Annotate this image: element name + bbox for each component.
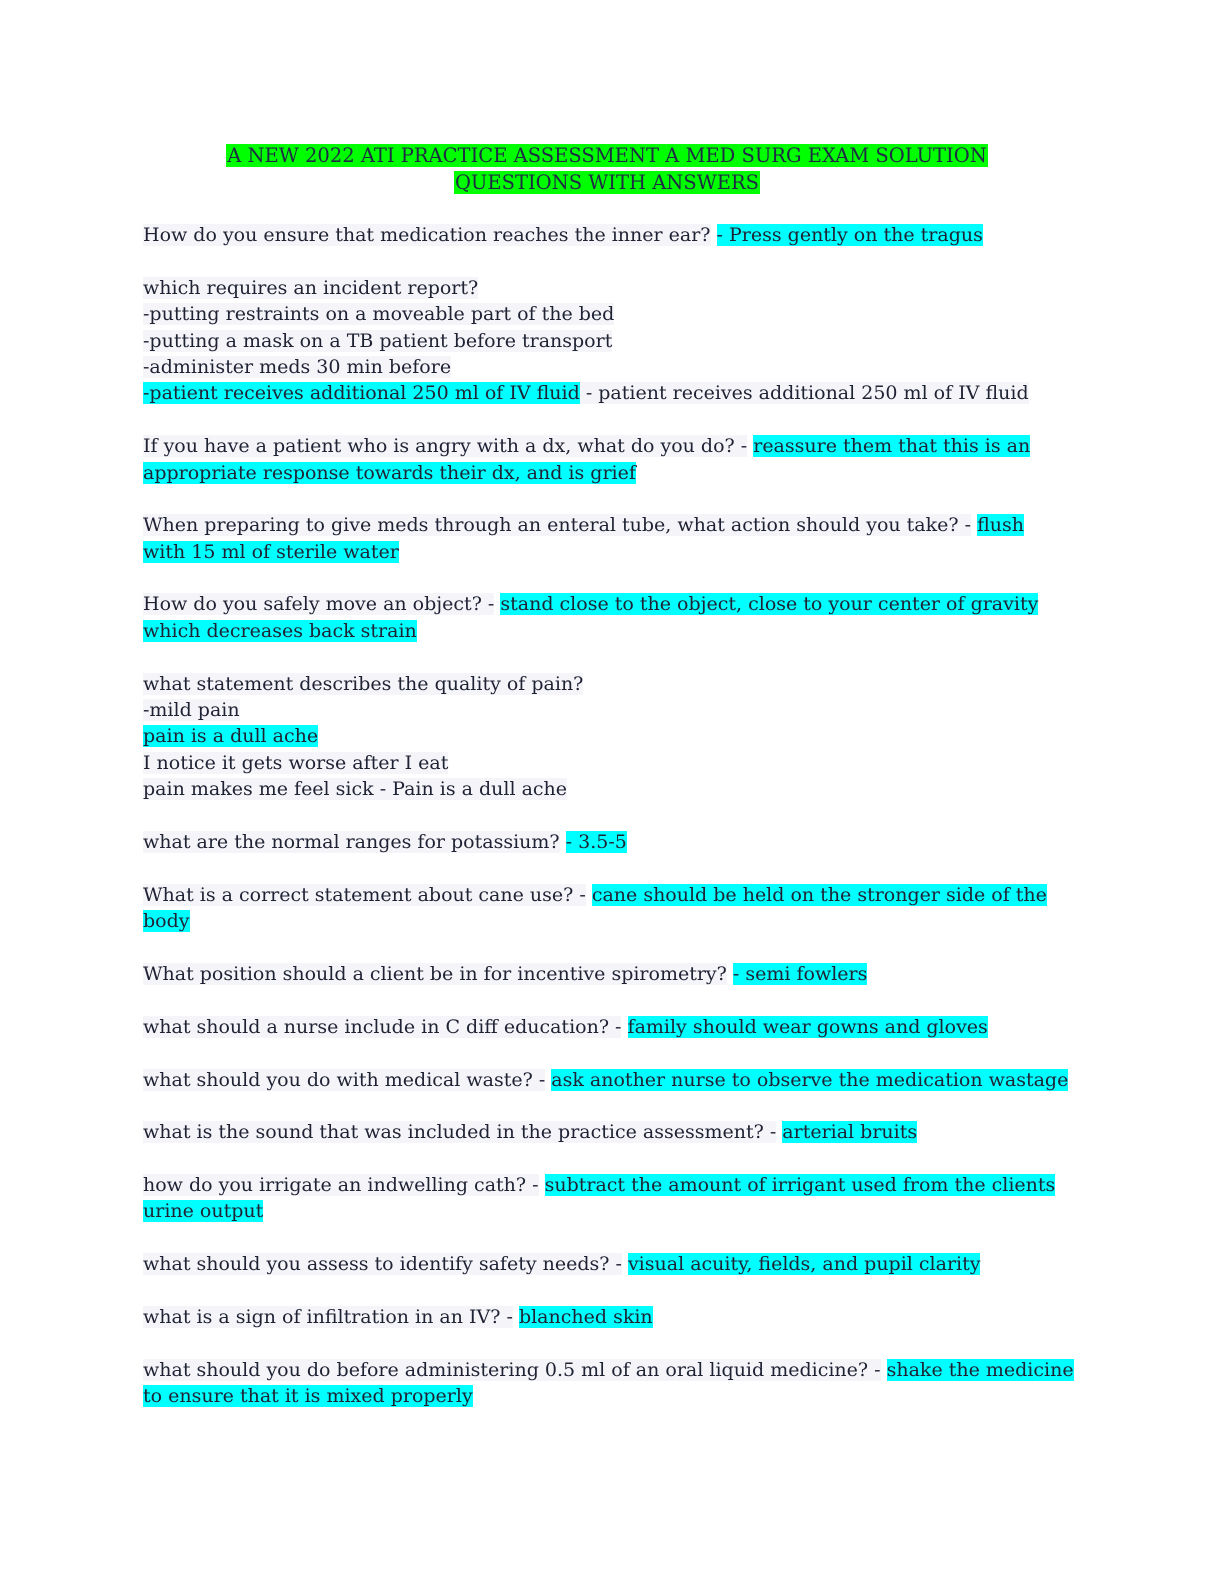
qa-item — [143, 222, 1083, 248]
answer-text: reassure them that this is an — [753, 435, 1031, 458]
question-text: what is a sign of infiltration in an IV? - — [143, 1306, 513, 1329]
option-text: -administer meds 30 min before — [143, 355, 452, 378]
question-text: what should you do with medical waste? - — [143, 1068, 546, 1091]
qa-item — [143, 591, 1083, 617]
qa-item — [143, 1172, 1083, 1198]
question-text: How do you safely move an object? - — [143, 593, 495, 616]
qa-item — [143, 671, 1083, 697]
qa-item — [143, 829, 1083, 855]
answer-text-continued: with 15 ml of sterile water — [143, 540, 399, 563]
question-text: what should you do before administering 0.5 ml of an oral liquid medicine? - — [143, 1358, 881, 1381]
qa-item — [143, 961, 1083, 987]
qa-item — [143, 1067, 1083, 1093]
answer-text: - semi fowlers — [732, 962, 868, 985]
question-text: How do you ensure that medication reaches the inner ear? — [143, 224, 711, 246]
qa-item — [143, 1357, 1083, 1383]
title-line-1: A NEW 2022 ATI PRACTICE ASSESSMENT A MED SURG EXAM SOLUTION — [227, 144, 987, 167]
option-text: -putting a mask on a TB patient before transport — [143, 329, 613, 352]
question-text: what should you assess to identify safety needs? - — [143, 1253, 622, 1276]
question-text: what should a nurse include in C diff education? - — [143, 1015, 622, 1038]
option-text: -putting restraints on a moveable part of the bed — [143, 303, 615, 326]
document-title — [142, 142, 1072, 196]
answer-text: stand close to the object, close to your center of gravity — [500, 593, 1039, 616]
question-text: what statement describes the quality of pain? — [143, 672, 584, 695]
answer-text: cane should be held on the stronger side of the — [591, 883, 1047, 906]
answer-text-continued: appropriate response towards their dx, and is grief — [143, 461, 636, 484]
answer-text-continued: which decreases back strain — [143, 619, 417, 642]
question-text: what is the sound that was included in the practice assessment? - — [143, 1121, 777, 1144]
question-text: If you have a patient who is angry with a dx, what do you do? - — [143, 435, 748, 458]
answer-text-continued: to ensure that it is mixed properly — [143, 1385, 473, 1408]
question-text: What position should a client be in for incentive spirometry? — [143, 962, 727, 985]
answer-option-text: pain is a dull ache — [143, 725, 319, 748]
question-text: When preparing to give meds through an enteral tube, what action should you take? - — [143, 514, 972, 537]
answer-text: subtract the amount of irrigant used from the clients — [544, 1174, 1056, 1197]
answer-text-continued: urine output — [143, 1200, 264, 1223]
option-text: -mild pain — [143, 699, 240, 722]
answer-option-text: -patient receives additional 250 ml of IV fluid — [143, 382, 580, 405]
question-text: how do you irrigate an indwelling cath? - — [143, 1174, 539, 1197]
title-line-2: QUESTIONS WITH ANSWERS — [454, 171, 760, 194]
answer-text: family should wear gowns and gloves — [627, 1015, 988, 1038]
qa-item — [143, 433, 1083, 459]
qa-item — [143, 1119, 1083, 1145]
qa-item — [143, 512, 1083, 538]
qa-item — [143, 1304, 1083, 1330]
qa-item — [143, 275, 1083, 301]
answer-text: blanched skin — [518, 1306, 653, 1329]
question-text: what are the normal ranges for potassium? — [143, 830, 560, 853]
option-text: pain makes me feel sick - Pain is a dull ache — [143, 778, 568, 801]
question-text: which requires an incident report? — [143, 276, 479, 299]
answer-text: visual acuity, fields, and pupil clarity — [627, 1253, 981, 1276]
answer-text: flush — [977, 514, 1024, 537]
answer-text: - Press gently on the tragus — [716, 224, 983, 246]
answer-text: arterial bruits — [782, 1121, 918, 1144]
qa-item — [143, 882, 1083, 908]
answer-text: ask another nurse to observe the medication wastage — [551, 1068, 1069, 1091]
answer-text: - patient receives additional 250 ml of IV fluid — [585, 382, 1029, 405]
qa-item — [143, 1014, 1083, 1040]
answer-text: - 3.5-5 — [565, 830, 627, 853]
answer-text-continued: body — [143, 910, 190, 933]
option-text: I notice it gets worse after I eat — [143, 751, 449, 774]
qa-list — [143, 222, 1083, 1410]
answer-text: shake the medicine — [886, 1358, 1074, 1381]
qa-item — [143, 1251, 1083, 1277]
question-text: What is a correct statement about cane use? - — [143, 883, 586, 906]
